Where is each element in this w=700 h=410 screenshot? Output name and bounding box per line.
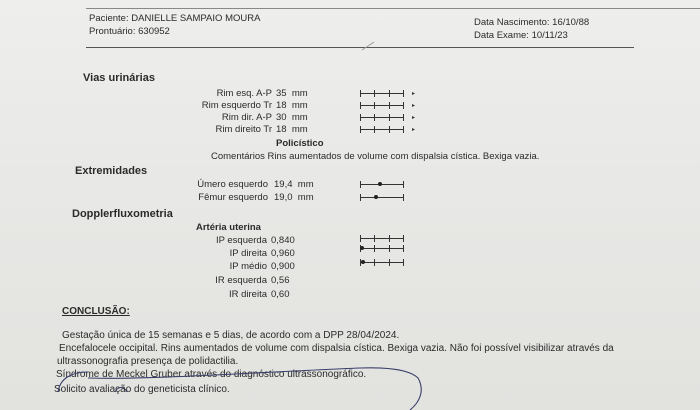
pen-stroke-left	[58, 372, 88, 392]
birth-date: 16/10/88	[552, 17, 590, 28]
conclusion-line-3: ultrassonografia presença de polidactilia.	[57, 356, 239, 367]
urinary-finding: Policístico	[276, 138, 324, 149]
record-number: 630952	[138, 26, 170, 37]
pen-stroke-small	[115, 388, 127, 393]
patient-label: Paciente:	[89, 13, 129, 24]
urinary-label-3: Rim dir. A-P	[221, 112, 272, 123]
exam-date: 10/11/23	[531, 30, 568, 41]
urinary-label-1: Rim esq. A-P	[216, 88, 272, 99]
doppler-value-4: 0,56	[271, 275, 290, 286]
arrow-icon: ▸	[412, 115, 416, 121]
urinary-label-4: Rim direito Tr	[215, 124, 272, 135]
doppler-label-3: IP médio	[229, 261, 267, 272]
doppler-label-1: IP esquerda	[215, 235, 267, 246]
extremities-value-1: 19,4 mm	[274, 179, 314, 190]
doppler-label-5: IR direita	[228, 289, 267, 300]
urinary-section-title: Vias urinárias	[83, 72, 155, 84]
pen-tick-mark	[362, 42, 374, 50]
extremities-label-1: Úmero esquerdo	[197, 179, 268, 190]
urinary-value-3: 30 mm	[276, 112, 308, 123]
urinary-value-2: 18 mm	[276, 100, 308, 111]
arrow-icon: ▸	[412, 103, 416, 109]
doppler-label-4: IR esquerda	[215, 275, 267, 286]
conclusion-line-2: Encefalocele occipital. Rins aumentados de volume com dispalsia cística. Bexiga vazia. Não foi possível visibilizar através da	[59, 343, 614, 354]
doppler-label-2: IP direita	[229, 248, 267, 259]
doppler-section-title: Dopplerfluxometria	[72, 208, 173, 220]
doppler-value-1: 0,840	[271, 235, 295, 246]
urinary-value-1: 35 mm	[276, 88, 308, 99]
patient-name: DANIELLE SAMPAIO MOURA	[131, 13, 261, 24]
comments-label: Comentários	[211, 151, 265, 162]
conclusion-title: CONCLUSÃO:	[62, 306, 130, 317]
birth-label: Data Nascimento:	[474, 17, 550, 28]
doppler-value-3: 0,900	[271, 261, 295, 272]
arrow-icon: ▸	[412, 127, 416, 133]
exam-label: Data Exame:	[474, 30, 529, 41]
doppler-value-2: 0,960	[271, 248, 295, 259]
conclusion-line-1: Gestação única de 15 semanas e 5 dias, de acordo com a DPP 28/04/2024.	[62, 330, 400, 341]
extremities-section-title: Extremidades	[75, 165, 148, 177]
arrow-icon: ▸	[412, 91, 416, 97]
conclusion-line-5: Solicito avaliação do geneticista clínico.	[54, 384, 230, 395]
comments-text: Rins aumentados de volume com dispalsia cística. Bexiga vazia.	[267, 151, 540, 162]
conclusion-line-4: Síndrome de Meckel Gruber através do diagnóstico ultrassonográfico.	[56, 369, 367, 380]
extremities-label-2: Fêmur esquerdo	[198, 192, 268, 203]
extremities-value-2: 19,0 mm	[274, 192, 314, 203]
doppler-value-5: 0,60	[271, 289, 290, 300]
record-label: Prontuário:	[89, 26, 136, 37]
doppler-subtitle: Artéria uterina	[196, 222, 261, 233]
urinary-label-2: Rim esquerdo Tr	[201, 100, 272, 111]
urinary-value-4: 18 mm	[276, 124, 308, 135]
pen-stroke-arc	[88, 368, 421, 410]
